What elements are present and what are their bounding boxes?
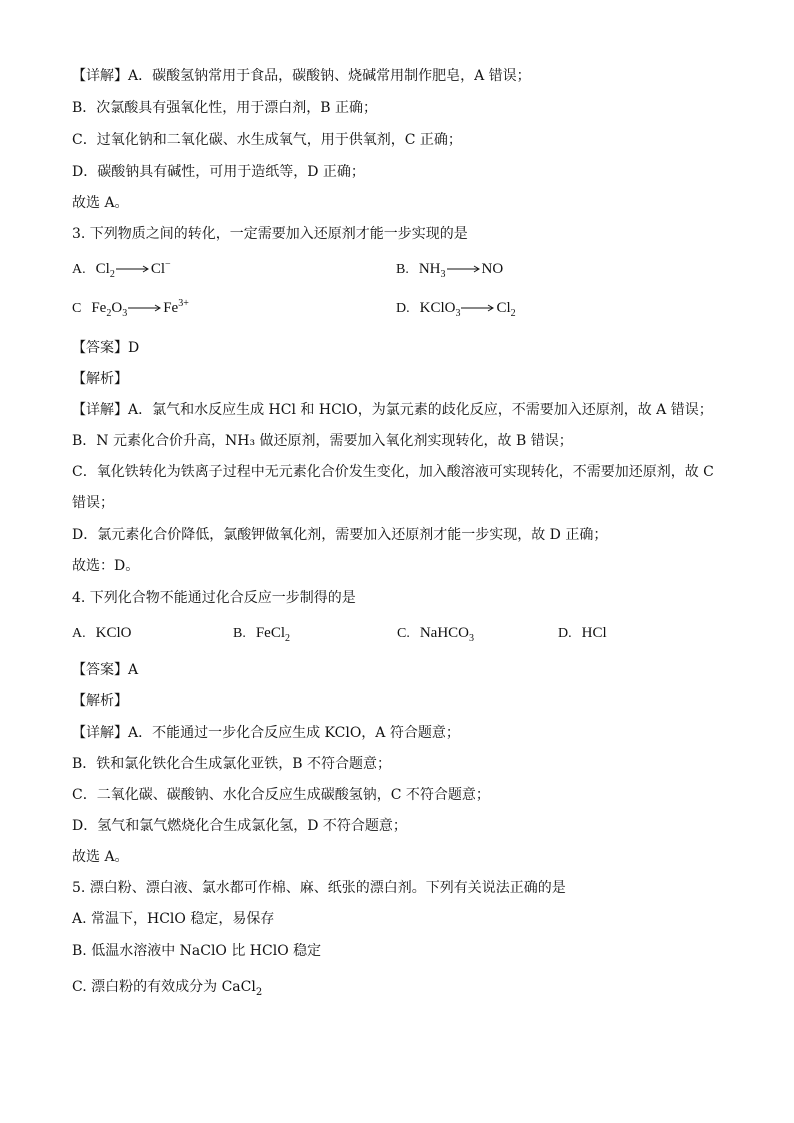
q3-option-c	[72, 298, 189, 319]
subscript: 3	[469, 633, 475, 644]
q4-answer: 【答案】A	[72, 662, 139, 678]
formula-text: Cl	[496, 300, 511, 316]
subscript: 3	[455, 308, 461, 319]
q4-explain-b: B．铁和氯化铁化合生成氯化亚铁，B 不符合题意；	[72, 756, 392, 772]
option-key: C	[72, 301, 82, 316]
q3-explain-b: B．N 元素化合价升高，NH₃ 做还原剂，需要加入氧化剂实现转化，故 B 错误；	[72, 433, 573, 449]
formula-text: NaHCO	[419, 625, 470, 641]
q3-option-a	[72, 259, 171, 280]
q3-analysis-heading: 【解析】	[72, 371, 128, 387]
formula-text: Cl	[150, 261, 165, 277]
q2-explain-c: C．过氧化钠和二氧化碳、水生成氧气，用于供氧剂，C 正确；	[72, 132, 462, 148]
option-key: D.	[558, 626, 572, 641]
formula-text: HCl	[581, 625, 607, 641]
q4-explain-d: D．氢气和氯气燃烧化合生成氯化氢，D 不符合题意；	[72, 818, 407, 834]
reaction-arrow-icon	[116, 264, 150, 274]
option-key: B.	[396, 262, 409, 277]
option-text: C. 漂白粉的有效成分为 CaCl	[72, 979, 256, 995]
formula-text: O	[111, 300, 123, 316]
q2-explain-b: B．次氯酸具有强氧化性，用于漂白剂，B 正确；	[72, 100, 378, 116]
q4-option-b	[233, 623, 290, 644]
formula-text: Fe	[163, 300, 179, 316]
option-key: C.	[397, 626, 410, 641]
q3-option-d	[396, 298, 516, 319]
formula-text: NO	[481, 261, 504, 277]
q4-explain-c: C．二氧化碳、碳酸钠、水化合反应生成碳酸氢钠，C 不符合题意；	[72, 787, 490, 803]
formula-text: Fe	[91, 300, 107, 316]
subscript: 2	[285, 633, 291, 644]
q3-explain-c: C．氧化铁转化为铁离子过程中无元素化合价发生变化，加入酸溶液可实现转化，不需要加还原剂，故 C	[72, 464, 714, 480]
q3-stem: 3. 下列物质之间的转化，一定需要加入还原剂才能一步实现的是	[72, 226, 468, 242]
q4-explain-a: 【详解】A．不能通过一步化合反应生成 KClO，A 符合题意；	[72, 725, 460, 741]
option-key: B.	[233, 626, 246, 641]
q3-option-b	[396, 259, 503, 280]
subscript: 2	[255, 986, 263, 998]
formula-text: KClO	[95, 625, 132, 641]
reaction-arrow-icon	[128, 303, 162, 313]
q3-explain-d: D．氯元素化合价降低，氯酸钾做氧化剂，需要加入还原剂才能一步实现，故 D 正确；	[72, 527, 608, 543]
subscript: 2	[109, 269, 115, 280]
subscript: 3	[122, 308, 128, 319]
q2-explain-a: 【详解】A．碳酸氢钠常用于食品，碳酸钠、烧碱常用制作肥皂，A 错误；	[72, 68, 531, 84]
superscript: 3+	[178, 298, 189, 309]
q3-answer: 【答案】D	[72, 340, 140, 356]
q4-option-a	[72, 623, 131, 644]
reaction-arrow-icon	[447, 264, 481, 274]
q4-option-d	[558, 623, 607, 644]
q5-option-c	[72, 977, 722, 997]
q3-explain-c-cont: 错误；	[72, 495, 114, 511]
q2-choice: 故选 A。	[72, 195, 129, 211]
q3-choice: 故选：D。	[72, 558, 140, 574]
formula-text: NH	[418, 261, 441, 277]
q4-analysis-heading: 【解析】	[72, 693, 128, 709]
q5-option-a: A. 常温下，HClO 稳定，易保存	[72, 911, 275, 927]
option-key: A.	[72, 626, 86, 641]
subscript: 3	[440, 269, 446, 280]
q2-explain-d: D．碳酸钠具有碱性，可用于造纸等，D 正确；	[72, 164, 365, 180]
formula-text: FeCl	[255, 625, 286, 641]
q3-explain-a: 【详解】A．氯气和水反应生成 HCl 和 HClO，为氯元素的歧化反应，不需要加入还原剂，故 A 错误；	[72, 402, 713, 418]
option-key: D.	[396, 301, 410, 316]
formula-text: KClO	[419, 300, 456, 316]
q5-stem: 5. 漂白粉、漂白液、氯水都可作棉、麻、纸张的漂白剂。下列有关说法正确的是	[72, 880, 566, 896]
subscript: 2	[510, 308, 516, 319]
q5-option-b: B. 低温水溶液中 NaClO 比 HClO 稳定	[72, 943, 322, 959]
reaction-arrow-icon	[461, 303, 495, 313]
q4-option-c	[397, 623, 474, 644]
superscript: −	[165, 259, 171, 270]
subscript: 2	[106, 308, 112, 319]
formula-text: Cl	[95, 261, 110, 277]
q4-stem: 4. 下列化合物不能通过化合反应一步制得的是	[72, 590, 356, 606]
q4-choice: 故选 A。	[72, 849, 129, 865]
option-key: A.	[72, 262, 86, 277]
